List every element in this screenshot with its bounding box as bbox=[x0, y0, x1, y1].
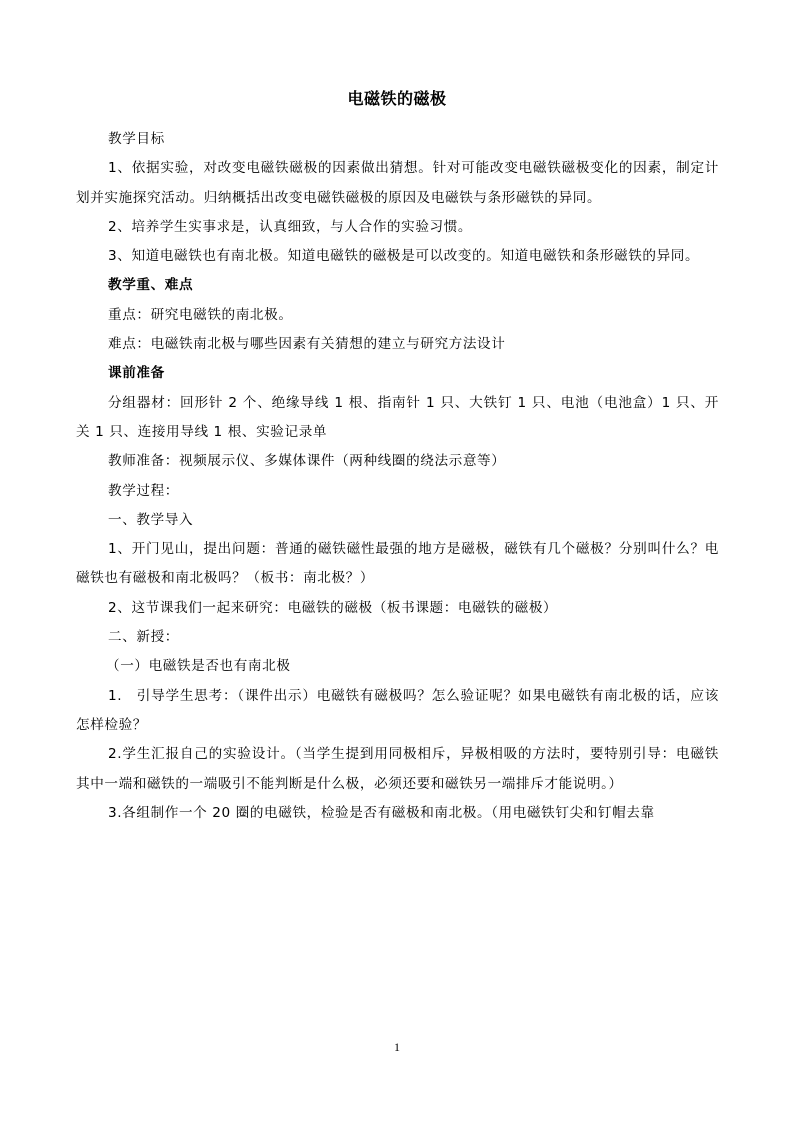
goal-2-paragraph: 2、培养学生实事求是，认真细致，与人合作的实验习惯。 bbox=[108, 218, 473, 235]
heading-key-difficult-points: 教学重、难点 bbox=[108, 277, 194, 294]
new-step-2-paragraph: 2.学生汇报自己的实验设计。（当学生提到用同极相斥，异极相吸的方法时，要特别引导：电磁铁其中一端和磁铁的一端吸引不能判断是什么极，必须还要和磁铁另一端排斥才能说明。） bbox=[76, 746, 719, 792]
teacher-preparation-paragraph: 教师准备：视频展示仪、多媒体课件（两种线圈的绕法示意等） bbox=[108, 453, 506, 470]
heading-preparation: 课前准备 bbox=[108, 365, 165, 382]
difficult-point-paragraph: 难点：电磁铁南北极与哪些因素有关猜想的建立与研究方法设计 bbox=[108, 336, 506, 353]
document-title: 电磁铁的磁极 bbox=[347, 89, 447, 108]
section-2-heading: 二、新授： bbox=[108, 629, 179, 646]
new-step-1-paragraph: 1. 引导学生思考：（课件出示）电磁铁有磁极吗？怎么验证呢？如果电磁铁有南北极的话，应该怎样检验？ bbox=[76, 687, 719, 733]
group-materials-paragraph: 分组器材：回形针 2 个、绝缘导线 1 根、指南针 1 只、大铁钉 1 只、电池（电池盒）1 只、开关 1 只、连接用导线 1 根、实验记录单 bbox=[76, 394, 719, 440]
intro-step-1-paragraph: 1、开门见山，提出问题：普通的磁铁磁性最强的地方是磁极，磁铁有几个磁极？分别叫什么？电磁铁也有磁极和南北极吗？（板书：南北极？） bbox=[76, 541, 719, 587]
goal-3-paragraph: 3、知道电磁铁也有南北极。知道电磁铁的磁极是可以改变的。知道电磁铁和条形磁铁的异同。 bbox=[108, 248, 700, 265]
key-point-paragraph: 重点：研究电磁铁的南北极。 bbox=[108, 306, 293, 323]
document-body bbox=[76, 125, 719, 828]
heading-teaching-process: 教学过程： bbox=[108, 482, 179, 499]
new-step-3-paragraph: 3.各组制作一个 20 圈的电磁铁，检验是否有磁极和南北极。（用电磁铁钉尖和钉帽去靠 bbox=[108, 804, 655, 821]
page-number: 1 bbox=[394, 1040, 400, 1054]
heading-teaching-goals: 教学目标 bbox=[108, 131, 165, 147]
section-1-heading: 一、教学导入 bbox=[108, 511, 194, 528]
intro-step-2-paragraph: 2、这节课我们一起来研究：电磁铁的磁极（板书课题：电磁铁的磁极） bbox=[108, 599, 558, 616]
goal-1-paragraph: 1、依据实验，对改变电磁铁磁极的因素做出猜想。针对可能改变电磁铁磁极变化的因素，制定计划并实施探究活动。归纳概括出改变电磁铁磁极的原因及电磁铁与条形磁铁的异同。 bbox=[76, 160, 719, 206]
subsection-1-heading: （一）电磁铁是否也有南北极 bbox=[106, 658, 291, 675]
